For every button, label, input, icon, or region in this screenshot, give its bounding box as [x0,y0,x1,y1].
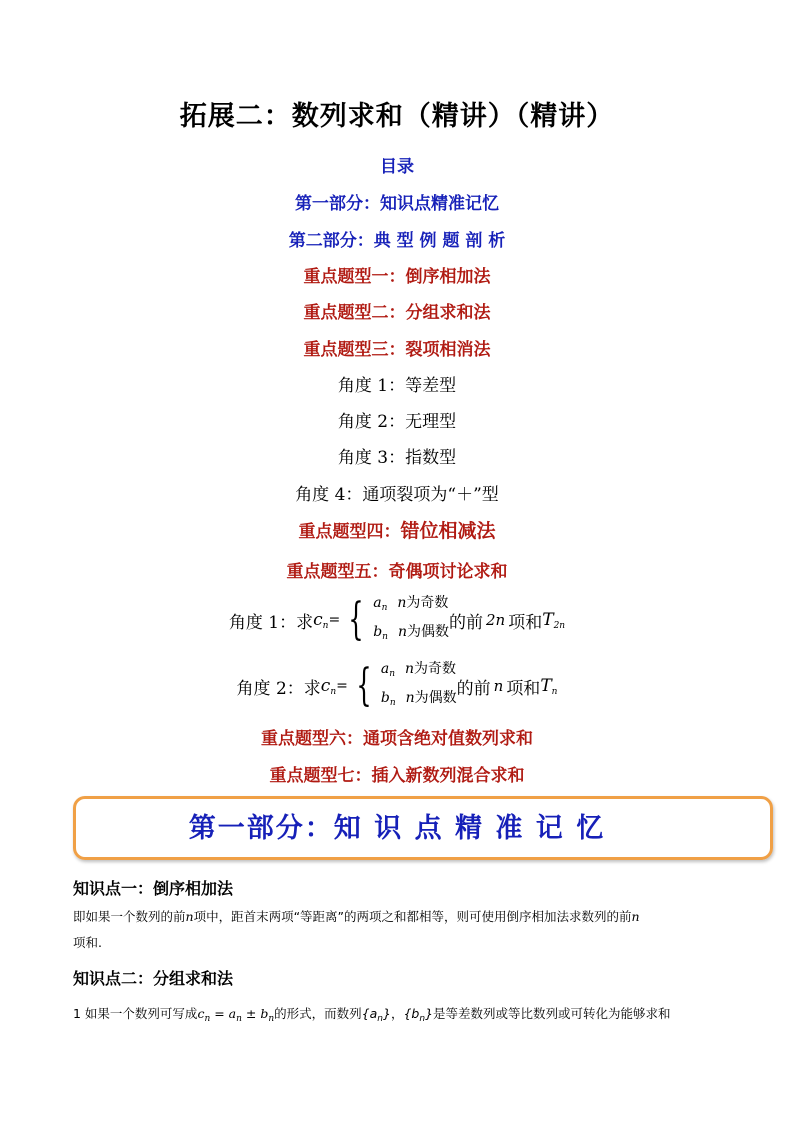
toc-type3[interactable]: 重点题型三：裂项相消法 [303,340,491,360]
angle5-2-T: $T_n$ [540,675,558,697]
kp2-heading: 知识点二：分组求和法 [73,969,234,988]
page-title: 拓展二：数列求和（精讲）（精讲） [179,101,615,132]
toc-type7[interactable]: 重点题型七：插入新数列混合求和 [269,766,525,786]
toc-type2[interactable]: 重点题型二：分组求和法 [303,303,491,323]
kp2-paragraph: 1 如果一个数列可写成$c_n = a_n \pm b_n$的形式，而数列$\{a_n\}$，$\{b_n\}$是等差数列或等比数列或可转化为能够求和 [73,1006,671,1024]
kp1-paragraph: 即如果一个数列的前n项中，距首末两项“等距离”的两项之和都相等，则可使用倒序相加法求数列的前n 项和. [73,909,640,950]
section-banner-title: 第一部分：知 识 点 精 准 记 忆 [188,813,606,844]
angle5-1-mid: 的前 [449,612,483,633]
angle5-1-after: 项和 [508,612,543,633]
angle5-1-eq: = [328,612,341,628]
toc-type4[interactable] [0,516,794,543]
toc-type5[interactable]: 重点题型五：奇偶项讨论求和 [286,562,508,582]
angle5-2-piecewise [348,657,457,715]
brace-icon: { [348,594,364,645]
angle5-2-eq: = [336,678,348,694]
toc-part2[interactable]: 第二部分：典 型 例 题 剖 析 [288,231,506,251]
toc-type1[interactable]: 重点题型一：倒序相加法 [303,267,491,287]
angle5-2-after: 项和 [506,678,541,699]
angle5-1-row1: $a_n$ n为奇数 [373,595,449,613]
angle5-1-T: $T_{2n}$ [542,609,566,631]
kp2-formula: $c_n = a_n \pm b_n$ [197,1006,275,1024]
angle5-1-piecewise [340,591,449,649]
kp1-heading: 知识点一：倒序相加法 [73,879,234,898]
angle5-1-count: 2n [486,611,506,629]
angle5-2-mid: 的前 [456,678,491,699]
kp2-set-b: $\{b_n\}$ [403,1006,434,1024]
angle5-1-prefix: 角度 1：求 [228,612,314,633]
toc-angle3-3[interactable]: 角度 3：指数型 [337,448,457,468]
toc-angle3-2[interactable]: 角度 2：无理型 [337,412,457,432]
toc-angle3-1[interactable]: 角度 1：等差型 [337,376,457,396]
toc-part1[interactable]: 第一部分：知识点精准记忆 [295,194,499,214]
angle5-2-c: $c_n$ [320,675,337,697]
kp2-set-a: $\{a_n\}$ [361,1006,391,1024]
brace-icon: { [356,660,372,711]
toc-angle5-1[interactable] [0,592,794,648]
toc-type4-suffix: 错位相减法 [400,520,496,542]
angle5-2-row2: $b_n$ n为偶数 [380,690,457,708]
angle5-2-row1: $a_n$ n为奇数 [380,661,457,679]
toc-angle3-4[interactable]: 角度 4：通项裂项为“＋”型 [295,485,499,505]
toc-type6[interactable]: 重点题型六：通项含绝对值数列求和 [261,729,533,749]
angle5-2-prefix: 角度 2：求 [236,678,321,699]
angle5-2-count: n [493,677,504,695]
toc-angle5-2[interactable] [0,658,794,714]
toc-heading: 目录 [380,157,414,177]
angle5-1-row2: $b_n$ n为偶数 [373,624,449,642]
angle5-1-c: $c_n$ [313,609,329,631]
toc-type4-prefix: 重点题型四： [298,522,401,542]
